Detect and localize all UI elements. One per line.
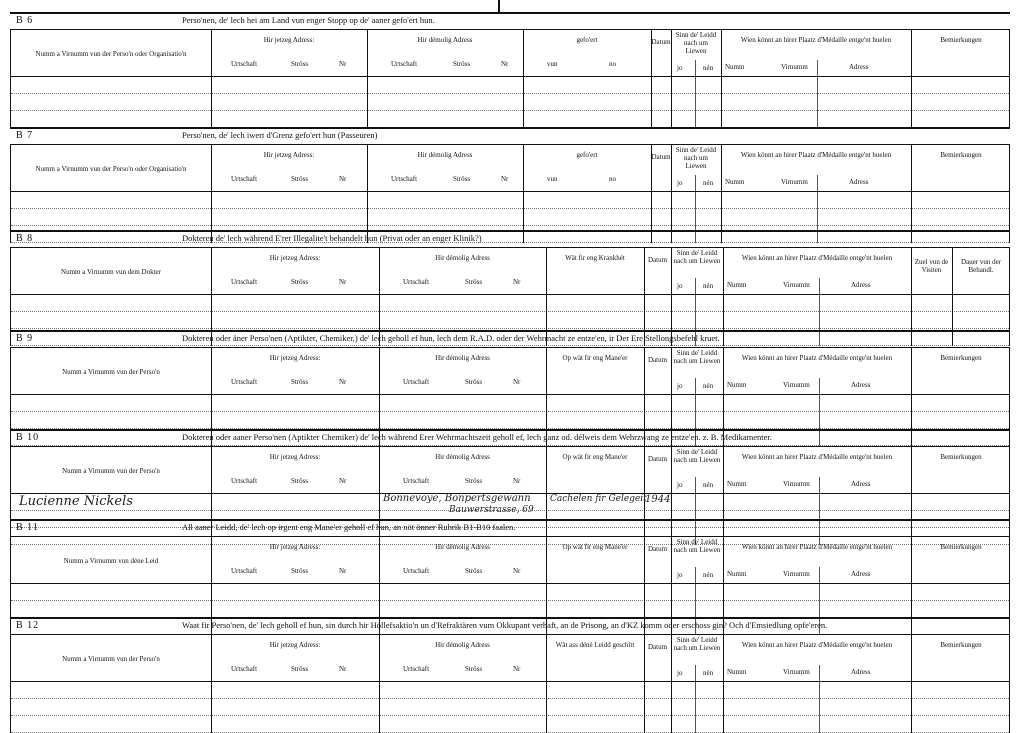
column-divider [651, 77, 652, 128]
current-nr-label: Nr [339, 278, 347, 286]
section-header [10, 14, 1010, 30]
former-stross-label: Ströss [465, 567, 483, 575]
current-ortschaft-label: Urtschaft [231, 567, 258, 575]
alive-split [695, 477, 696, 493]
middle-column-header: gefo'ert [576, 151, 598, 159]
section-code: B 7 [16, 130, 34, 141]
medal-numm-label: Numm [725, 63, 745, 71]
table-row[interactable] [11, 682, 1009, 699]
former-ortschaft-label: Urtschaft [391, 60, 418, 68]
table-row[interactable] [11, 77, 1009, 94]
medal-numm-label: Numm [727, 381, 747, 389]
current-ortschaft-label: Urtschaft [231, 278, 258, 286]
medal-header: Wien könnt an hirer Plaatz d'Médaille entge'nt huelen [741, 254, 893, 262]
from-label: vun [547, 175, 558, 183]
remarks-header: Bemierkungen [940, 641, 982, 649]
name-column-header: Numm a Virnumm vun der Perso'n [62, 467, 160, 475]
middle-column-header: Op wät fir eng Mane'er [562, 354, 628, 362]
medal-adress-label: Adress [851, 381, 871, 389]
column-divider [644, 447, 645, 493]
table-row[interactable] [11, 395, 1009, 412]
medal-virnumm-label: Virnumm [783, 381, 810, 389]
former-address-header: Hir démolig Adress [417, 36, 473, 44]
former-address-header: Hir démolig Adress [435, 543, 490, 551]
current-nr-label: Nr [339, 477, 347, 485]
former-ortschaft-label: Urtschaft [403, 278, 430, 286]
medal-numm-label: Numm [727, 570, 747, 578]
column-divider [723, 537, 724, 583]
section-header [10, 431, 1010, 447]
alive-split [695, 60, 696, 76]
former-nr-label: Nr [513, 378, 521, 386]
column-divider [671, 682, 672, 733]
table-row[interactable] [11, 94, 1009, 111]
alive-header: Sinn de' Leidd nach um Liewen [675, 31, 717, 55]
column-divider [911, 77, 912, 128]
column-divider [721, 145, 722, 191]
former-ortschaft-label: Urtschaft [403, 665, 430, 673]
alive-split [695, 175, 696, 191]
former-ortschaft-label: Urtschaft [403, 567, 430, 575]
section-header [10, 129, 1010, 145]
section-b8 [10, 230, 1010, 329]
former-nr-label: Nr [501, 175, 509, 183]
section-b12 [10, 617, 1010, 729]
middle-column-header: gefo'ert [576, 36, 598, 44]
former-address-header: Hir démolig Adress [435, 453, 490, 461]
current-address-header: Hir jetzeg Adress: [269, 641, 321, 649]
current-ortschaft-label: Urtschaft [231, 175, 258, 183]
name-column-header: Numm a Virnumm vun der Perso'n [62, 368, 160, 376]
current-nr-label: Nr [339, 665, 347, 673]
sub-divider [695, 682, 696, 733]
table-header [11, 248, 1009, 295]
former-nr-label: Nr [513, 477, 521, 485]
table-header [11, 30, 1009, 77]
table-header [11, 447, 1009, 494]
medal-adress-label: Adress [851, 570, 871, 578]
alive-no-label: nén [703, 179, 714, 187]
remarks-header: Bemierkungen [940, 453, 982, 461]
column-divider [721, 77, 722, 128]
section-title: Dokteren oder aaner Perso'nen (Aptikter Chemiker) de' lech während Erer Wehrmachtszeit geholl ef, lech ganz od. délweis dem Wehrzwang ze entze'en. z. B. Medikamenter. [182, 432, 772, 442]
current-nr-label: Nr [339, 567, 347, 575]
section-b10 [10, 429, 1010, 518]
medal-virnumm-label: Virnumm [783, 281, 810, 289]
remarks-header: Bemierkungen [940, 543, 982, 551]
handwritten-former-address: Bonnevoye, Bonpertsgewann [383, 493, 531, 504]
section-b7 [10, 127, 1010, 229]
handwritten-manner: Cachelen fir Gelegeit [550, 494, 647, 504]
current-ortschaft-label: Urtschaft [231, 60, 258, 68]
alive-split [695, 665, 696, 681]
medal-adress-label: Adress [851, 480, 871, 488]
current-stross-label: Ströss [291, 60, 309, 68]
table-body [11, 682, 1009, 733]
column-divider [644, 682, 645, 733]
section-code: B 12 [16, 620, 40, 631]
alive-no-label: nén [703, 571, 714, 579]
alive-split [695, 378, 696, 394]
section-b9 [10, 330, 1010, 428]
to-label: no [609, 60, 616, 68]
date-header: Datum [651, 153, 671, 161]
medal-adress-label: Adress [851, 668, 871, 676]
column-divider [367, 77, 368, 128]
current-address-header: Hir jetzeg Adress: [269, 543, 321, 551]
table-header [11, 635, 1009, 682]
section-header [10, 332, 1010, 348]
medal-adress-label: Adress [849, 63, 869, 71]
handwritten-former-street: Bauwerstrasse, 69 [449, 505, 534, 515]
column-divider [671, 635, 672, 681]
alive-yes-label: jo [677, 282, 683, 290]
former-stross-label: Ströss [465, 477, 483, 485]
medal-numm-label: Numm [725, 178, 745, 186]
column-divider [523, 77, 524, 128]
column-divider [671, 348, 672, 394]
former-address-header: Hir démolig Adress [417, 151, 473, 159]
alive-header: Sinn de' Leidd nach um Liewen [673, 538, 721, 554]
current-nr-label: Nr [339, 60, 347, 68]
former-nr-label: Nr [513, 665, 521, 673]
current-ortschaft-label: Urtschaft [231, 378, 258, 386]
remarks-header: Bemierkungen [940, 151, 982, 159]
table-row[interactable] [11, 716, 1009, 733]
column-divider [211, 77, 212, 128]
column-divider [723, 447, 724, 493]
column-divider [671, 77, 672, 128]
alive-yes-label: jo [677, 64, 683, 72]
column-divider [651, 145, 652, 191]
section-title: Dokteren oder äner Perso'nen (Aptikter, Chemiker,) de' lech geholl ef hun, lech dem R.A.D. oder der Wehrmacht ze entze'en, ir Der Ere Stellongsbefehl kruet. [182, 333, 720, 343]
former-ortschaft-label: Urtschaft [403, 477, 430, 485]
middle-column-header: Op wät fir eng Mane'er [562, 453, 628, 461]
medal-adress-label: Adress [849, 178, 869, 186]
column-divider [644, 248, 645, 294]
former-address-header: Hir démolig Adress [435, 254, 490, 262]
medal-numm-label: Numm [727, 281, 747, 289]
section-title: Dokteren de' lech während E'rer Illegalite't behandelt hun (Privat oder an enger Klinik?) [182, 233, 482, 243]
current-address-header: Hir jetzeg Adress: [263, 151, 315, 159]
former-address-header: Hir démolig Adress [435, 641, 490, 649]
column-divider [379, 682, 380, 733]
medal-virnumm-label: Virnumm [783, 480, 810, 488]
remarks-header: Bemierkungen [940, 36, 982, 44]
alive-split [695, 278, 696, 294]
column-divider [671, 30, 672, 76]
date-header: Datum [651, 38, 671, 46]
section-code: B 6 [16, 15, 34, 26]
alive-header: Sinn de' Leidd nach um Liewen [673, 249, 721, 265]
date-header: Datum [647, 455, 668, 463]
former-ortschaft-label: Urtschaft [391, 175, 418, 183]
table-row[interactable] [11, 584, 1009, 601]
medal-header: Wien könnt an hirer Plaatz d'Médaille entge'nt huelen [741, 453, 893, 461]
alive-no-label: nén [703, 282, 714, 290]
duration-header: Dauer vun der Behandl. [960, 258, 1002, 274]
medal-header: Wien könnt an hirer Plaatz d'Médaille entge'nt huelen [740, 151, 892, 159]
handwritten-date: 1944 [645, 494, 671, 505]
current-address-header: Hir jetzeg Adress: [269, 453, 321, 461]
name-column-header: Numm a Virnumm vun dem Dokter [61, 268, 161, 276]
column-divider [211, 682, 212, 733]
medal-header: Wien könnt an hirer Plaatz d'Médaille entge'nt huelen [741, 641, 893, 649]
former-ortschaft-label: Urtschaft [403, 378, 430, 386]
date-header: Datum [647, 643, 668, 651]
column-divider [644, 635, 645, 681]
sub-divider [819, 682, 820, 733]
column-divider [651, 30, 652, 76]
current-nr-label: Nr [339, 175, 347, 183]
table-row[interactable] [11, 295, 1009, 312]
current-stross-label: Ströss [291, 567, 309, 575]
top-tick-mark [498, 0, 500, 12]
from-label: vun [547, 60, 558, 68]
to-label: no [609, 175, 616, 183]
column-divider [546, 682, 547, 733]
column-divider [671, 537, 672, 583]
former-address-header: Hir démolig Adress [435, 354, 490, 362]
medal-split [817, 175, 818, 191]
alive-header: Sinn de' Leidd nach um Liewen [675, 146, 717, 170]
current-ortschaft-label: Urtschaft [231, 477, 258, 485]
section-header [10, 521, 1010, 537]
table-row[interactable] [11, 192, 1009, 209]
current-stross-label: Ströss [291, 175, 309, 183]
middle-column-header: Wät ass déné Leidd geschitt [555, 641, 635, 649]
name-column-header: Numm a Virnumm vun déne Leid [63, 557, 159, 565]
medal-virnumm-label: Virnumm [781, 63, 808, 71]
alive-header: Sinn de' Leidd nach um Liewen [673, 636, 721, 652]
medal-virnumm-label: Virnumm [783, 668, 810, 676]
medal-header: Wien könnt an hirer Plaatz d'Médaille entge'nt huelen [741, 543, 893, 551]
sub-divider [695, 77, 696, 128]
alive-no-label: nén [703, 382, 714, 390]
column-divider [911, 682, 912, 733]
former-nr-label: Nr [513, 567, 521, 575]
former-stross-label: Ströss [453, 60, 471, 68]
column-divider [723, 682, 724, 733]
table-row[interactable] [11, 601, 1009, 618]
current-ortschaft-label: Urtschaft [231, 665, 258, 673]
medal-split [819, 278, 820, 294]
section-b6 [10, 12, 1010, 126]
column-divider [671, 248, 672, 294]
medal-split [819, 567, 820, 583]
current-stross-label: Ströss [291, 477, 309, 485]
medal-header: Wien könnt an hirer Plaatz d'Médaille entge'nt huelen [740, 36, 892, 44]
current-stross-label: Ströss [291, 378, 309, 386]
column-divider [671, 447, 672, 493]
column-divider [723, 348, 724, 394]
sub-divider [817, 77, 818, 128]
column-divider [644, 348, 645, 394]
table-header [11, 537, 1009, 584]
table-row[interactable] [11, 111, 1009, 128]
alive-yes-label: jo [677, 669, 683, 677]
medal-adress-label: Adress [851, 281, 871, 289]
medal-split [819, 378, 820, 394]
column-divider [721, 30, 722, 76]
current-stross-label: Ströss [291, 665, 309, 673]
table-row[interactable] [11, 699, 1009, 716]
former-nr-label: Nr [513, 278, 521, 286]
section-title: All aaner Leidd, de' lech op irgent eng Mane'er geholl ef hun, an nöt önner Rubrik B1-B10 faalen. [182, 522, 516, 532]
alive-no-label: nén [703, 481, 714, 489]
date-header: Datum [647, 545, 668, 553]
former-nr-label: Nr [501, 60, 509, 68]
current-nr-label: Nr [339, 378, 347, 386]
column-divider [671, 145, 672, 191]
table-row[interactable] [11, 209, 1009, 226]
date-header: Datum [647, 356, 668, 364]
section-table [10, 30, 1010, 128]
alive-no-label: nén [703, 669, 714, 677]
column-divider [723, 635, 724, 681]
section-table [10, 635, 1010, 733]
section-code: B 10 [16, 432, 40, 443]
current-stross-label: Ströss [291, 278, 309, 286]
section-code: B 8 [16, 233, 34, 244]
former-stross-label: Ströss [465, 378, 483, 386]
alive-header: Sinn de' Leidd nach um Liewen [673, 448, 721, 464]
medal-split [819, 665, 820, 681]
name-column-header: Numm a Virnumm vun der Perso'n [62, 655, 160, 663]
remarks-header: Bemierkungen [940, 354, 982, 362]
section-header [10, 232, 1010, 248]
name-column-header: Numm a Virnumm vun der Perso'n oder Organisatio'n [35, 50, 187, 58]
alive-header: Sinn de' Leidd nach um Liewen [673, 349, 721, 365]
alive-split [695, 567, 696, 583]
section-title: Waat fir Perso'nen, de' lech geholl ef hun, sin durch hir Höllefsaktio'n un d'Refraktären vum Okkupant verhaft, an de Prisong, an d'KZ komm oder erschoss gin? Och d'Emsiedlung opfe'eren. [182, 620, 828, 630]
handwritten-name: Lucienne Nickels [19, 494, 133, 509]
section-b11 [10, 519, 1010, 616]
date-header: Datum [647, 256, 668, 264]
alive-yes-label: jo [677, 382, 683, 390]
former-stross-label: Ströss [453, 175, 471, 183]
medal-split [819, 477, 820, 493]
medal-virnumm-label: Virnumm [783, 570, 810, 578]
visits-header: Zuel vun de Visiten [914, 258, 949, 274]
table-header [11, 145, 1009, 192]
table-body [11, 77, 1009, 128]
current-address-header: Hir jetzeg Adress: [269, 254, 321, 262]
table-row[interactable] [11, 312, 1009, 329]
section-title: Perso'nen, de' lech hei am Land vun enger Stopp op de' aaner gefo'ert hun. [182, 15, 435, 25]
section-table [10, 145, 1010, 243]
section-header [10, 619, 1010, 635]
section-code: B 11 [16, 522, 39, 533]
section-title: Perso'nen, de' lech iwert d'Grenz gefo'ert hun (Passeuren) [182, 130, 378, 140]
column-divider [644, 537, 645, 583]
table-header [11, 348, 1009, 395]
former-stross-label: Ströss [465, 278, 483, 286]
medal-header: Wien könnt an hirer Plaatz d'Médaille entge'nt huelen [741, 354, 893, 362]
alive-no-label: nén [703, 64, 714, 72]
middle-column-header: Wät fir eng Krankhét [565, 254, 625, 262]
medal-numm-label: Numm [727, 668, 747, 676]
name-column-header: Numm a Virnumm vun der Perso'n oder Organisatio'n [35, 165, 187, 173]
medal-virnumm-label: Virnumm [781, 178, 808, 186]
medal-split [817, 60, 818, 76]
alive-yes-label: jo [677, 179, 683, 187]
alive-yes-label: jo [677, 571, 683, 579]
section-code: B 9 [16, 333, 34, 344]
table-row[interactable] [11, 412, 1009, 429]
current-address-header: Hir jetzeg Adress: [269, 354, 321, 362]
current-address-header: Hir jetzeg Adress: [263, 36, 315, 44]
former-stross-label: Ströss [465, 665, 483, 673]
alive-yes-label: jo [677, 481, 683, 489]
middle-column-header: Op wät fir eng Mane'er [562, 543, 628, 551]
column-divider [723, 248, 724, 294]
medal-numm-label: Numm [727, 480, 747, 488]
